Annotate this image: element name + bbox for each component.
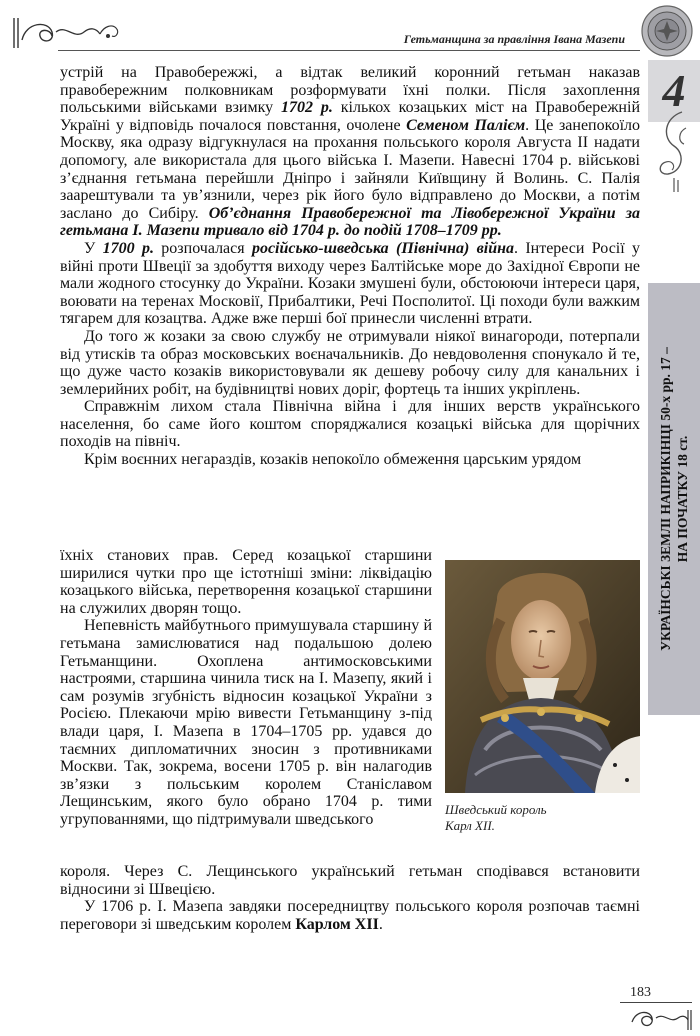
paragraph-1: устрій на Правобережжі, а відтак великий коронний гетьман наказав правобережним полковникам розформувати їхні полки. Після захоплення польськими військами взимку 1702 р. кількох козацьких міст на Правобережній Україні у відповідь почалося повстання, очолене Семеном Палієм. Це занепокоїло Москву, яка одразу відгукнулася на прохання польського короля Августа ІІ надати допомогу, але використала для цього війська І. Мазепи. Навесні 1704 р. військові з’єднання гетьмана перейшли Дніпро і зайняли Київщину й Волинь. С. Палія заарештували та ув’язнили, через рік його було відправлено до Москви, а потім заслано до Сибіру. Об’єднання Правобережної та Лівобережної України за гетьмана І. Мазепи тривало від 1704 р. до подій 1708–1709 рр. <box>60 64 641 240</box>
side-ornament-icon <box>652 108 696 194</box>
paragraph-5-rest: їхніх станових прав. Серед козацької старшини ширилися чутки про ще істотніші зміни: ліквідацію козацького війська, перетворення козацької старшини на служилих дворян тощо. <box>60 547 432 617</box>
side-title-line2: НА ПОЧАТКУ 18 ст. <box>675 435 690 563</box>
portrait-charles-xii <box>445 560 640 793</box>
paragraph-5-first-line: Крім воєнних негараздів, козаків непокоїло обмеження царським урядом <box>84 451 582 469</box>
main-text-upper <box>60 64 640 469</box>
running-header-title: Гетьманщина за правління Івана Мазепи <box>403 32 625 46</box>
main-text-narrow <box>60 547 432 829</box>
paragraph-6-end: короля. Через С. Лещинського український гетьман сподівався встановити відносини зі Швецією. <box>60 863 640 898</box>
footer-rule <box>620 1002 692 1003</box>
header-ornament-icon <box>8 14 128 50</box>
paragraph-2: У 1700 р. розпочалася російсько-шведська (Північна) війна. Інтереси Росії у війні проти Швеції за здобуття виходу через Балтійське море до Західної Європи не мали жодного стосунку до України. Козаки змушені були, обстоюючи інтереси царя, воювати на теренах Московії, Прибалтики, Речі Посполитої. Ці походи були важким тягарем для козацтва. Адже вже перші бої принесли численні втрати. <box>60 239 641 328</box>
chapter-number: 4 <box>648 60 700 122</box>
figure-caption-line1: Шведський король <box>445 802 547 817</box>
side-title-line1: УКРАЇНСЬКІ ЗЕМЛІ НАПРИКІНЦІ 50-х рр. 17 – <box>658 347 673 651</box>
paragraph-4: Справжнім лихом стала Північна війна і для інших верств українського населення, бо саме його коштом споряджалися козацькі війська для щорічних походів на північ. <box>60 398 640 451</box>
paragraph-7: У 1706 р. І. Мазепа завдяки посередництву польського короля розпочав таємні переговори зі шведським королем Карлом ХІІ. <box>60 898 640 933</box>
figure-caption <box>445 802 547 834</box>
figure-caption-line2: Карл ХІІ. <box>445 818 495 833</box>
header-rule <box>58 50 640 51</box>
paragraph-6: Непевність майбутнього примушувала старшину й гетьмана замислюватися над подальшою долею Гетьманщини. Охоплена антимосковськими настроями, старшина чинила тиск на І. Мазепу, який і сам розумів згубність відносин козацької України з Росією. Плекаючи мрію вивести Гетьманщину з-під влади царя, І. Мазепа в 1704–1705 рр. удався до таємних дипломатичних зносин з противниками Москви. Так, зокрема, восени 1705 р. він налагодив зв’язки з польським королем Станіславом Лещинським, якого було обрано 1704 р. тими угрупованнями, що підтримували шведського <box>60 617 432 828</box>
seal-emblem-icon <box>640 4 694 58</box>
main-text-lower <box>60 863 640 933</box>
footer-ornament-icon <box>628 1004 694 1032</box>
paragraph-3: До того ж козаки за свою службу не отримували ніякої винагороди, потерпали від утисків та образ московських воєначальників. До невдоволення спонукало й те, що дуже часто козаків використовували як дешеву робочу силу для канальних і землерийних робіт, на будівництві нових доріг, фортець та інших укріплень. <box>60 327 640 398</box>
page-number: 183 <box>630 985 651 1000</box>
chapter-side-title <box>657 347 691 651</box>
